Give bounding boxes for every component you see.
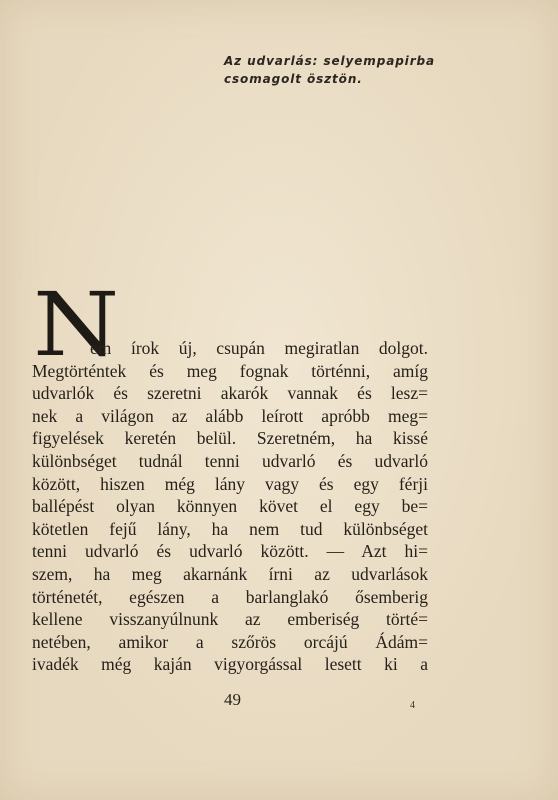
text-line: kötetlen fejű lány, ha nem tud különbséget bbox=[32, 518, 428, 539]
text-line: netében, amikor a szőrös orcájú Ádám= bbox=[32, 631, 428, 652]
epigraph bbox=[224, 52, 435, 88]
text-line: ballépést olyan könnyen követ el egy be= bbox=[32, 496, 428, 517]
epigraph-line: csomagolt ösztön. bbox=[224, 72, 363, 86]
text-line: történetét, egészen a barlanglakó ősemberig bbox=[32, 586, 428, 607]
text-line: em írok új, csupán megiratlan dolgot. bbox=[90, 338, 428, 358]
text-line: Megtörténtek és meg fognak történni, amíg bbox=[32, 360, 428, 381]
text-line: különbséget tudnál tenni udvarló és udvarló bbox=[32, 450, 428, 471]
text-line: ivadék még kaján vigyorgással lesett ki a bbox=[32, 654, 428, 675]
text-line: tenni udvarló és udvarló között. — Azt hi= bbox=[32, 541, 428, 562]
body-paragraph bbox=[32, 337, 428, 676]
text-line: figyelések keretén belül. Szeretném, ha kissé bbox=[32, 428, 428, 449]
text-line: nek a világon az alább leírott apróbb meg= bbox=[32, 405, 428, 426]
text-line: szem, ha meg akarnánk írni az udvarlások bbox=[32, 563, 428, 584]
drop-cap: N bbox=[33, 273, 120, 376]
text-line: kellene visszanyúlnunk az emberiség törté= bbox=[32, 609, 428, 630]
text-line: udvarlók és szeretni akarók vannak és lesz= bbox=[32, 383, 428, 404]
text-line: között, hiszen még lány vagy és egy férji bbox=[32, 473, 428, 494]
signature-mark: 4 bbox=[410, 700, 415, 711]
epigraph-line: Az udvarlás: selyempapirba bbox=[224, 54, 436, 68]
page-number: 49 bbox=[224, 690, 241, 709]
